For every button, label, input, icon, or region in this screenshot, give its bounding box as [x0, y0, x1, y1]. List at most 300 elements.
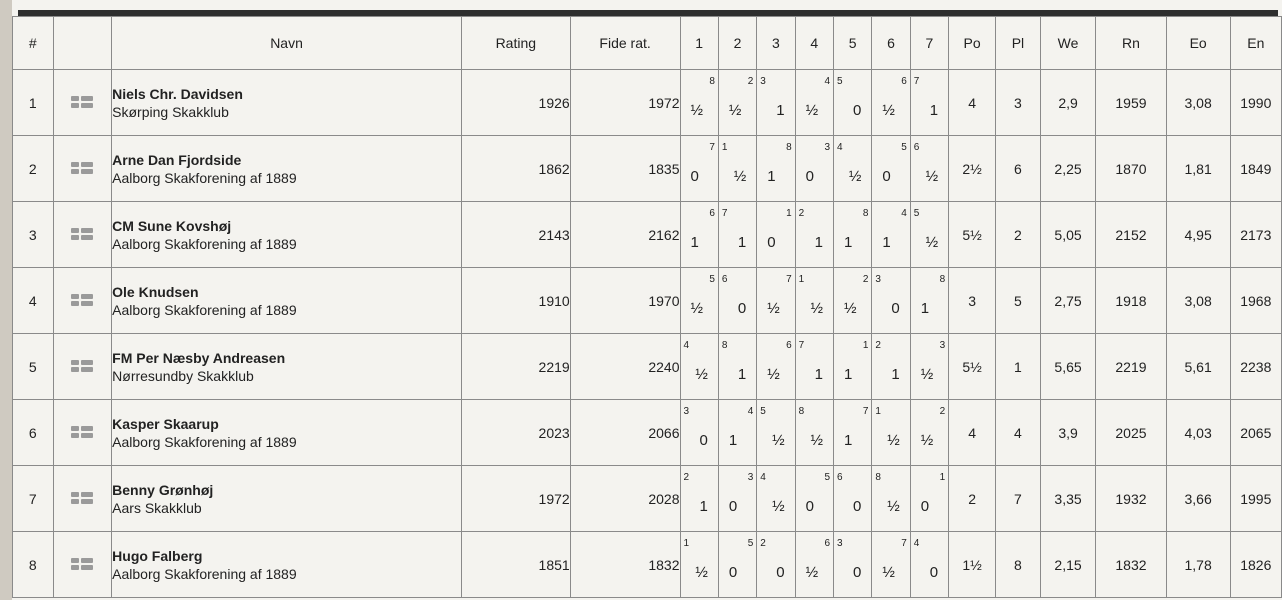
opponent-number: 8: [721, 340, 728, 351]
flag-icon: [71, 162, 93, 174]
player-name: Benny Grønhøj: [112, 481, 214, 498]
game-cell-round-4: [795, 70, 833, 136]
game-cell-round-6: [872, 466, 910, 532]
game-cell-round-6: [872, 334, 910, 400]
player-eo: 1,81: [1166, 136, 1230, 202]
flag-icon: [71, 492, 93, 504]
player-we: 2,75: [1040, 268, 1095, 334]
player-eo: 1,78: [1166, 532, 1230, 598]
player-we: 2,9: [1040, 70, 1095, 136]
page-edge: [0, 0, 12, 600]
table-row: [13, 268, 1282, 334]
game-result: 1: [844, 366, 853, 383]
game-result: 1: [814, 366, 824, 383]
player-name-cell: [112, 532, 462, 598]
table-row: [13, 70, 1282, 136]
player-name: Arne Dan Fjordside: [112, 151, 242, 168]
player-rating: 2219: [461, 334, 570, 400]
flag-icon: [71, 294, 93, 306]
player-fide-rating: 1972: [570, 70, 680, 136]
game-cell-round-2: [718, 70, 756, 136]
game-cell-round-2: [718, 202, 756, 268]
game-result: ½: [695, 366, 708, 383]
game-cell-round-4: [795, 268, 833, 334]
game-cell-round-5: [834, 70, 872, 136]
player-club: Aars Skakklub: [112, 499, 202, 516]
game-result: 1: [814, 234, 824, 251]
player-en: 2065: [1230, 400, 1281, 466]
game-cell-round-5: [834, 532, 872, 598]
flag-cell: [53, 532, 112, 598]
game-cell-round-3: [757, 136, 795, 202]
game-cell-round-1: [680, 70, 718, 136]
game-result: 0: [728, 498, 738, 515]
flag-icon: [71, 426, 93, 438]
opponent-number: 5: [913, 208, 920, 219]
flag-icon: [71, 360, 93, 372]
opponent-number: 7: [798, 340, 805, 351]
opponent-number: 8: [862, 208, 869, 219]
table-row: [13, 334, 1282, 400]
game-result: 1: [844, 432, 853, 449]
game-result: ½: [690, 300, 704, 317]
header-en: En: [1230, 17, 1281, 70]
opponent-number: 8: [709, 76, 715, 87]
player-points: 3: [949, 268, 996, 334]
player-place: 3: [996, 70, 1041, 136]
game-cell-round-4: [795, 136, 833, 202]
game-result: ½: [772, 432, 785, 449]
game-result: 0: [891, 300, 900, 317]
opponent-number: 1: [786, 208, 792, 219]
game-cell-round-1: [680, 466, 718, 532]
player-we: 5,65: [1040, 334, 1095, 400]
player-number: 3: [13, 202, 54, 268]
flag-cell: [53, 334, 112, 400]
player-eo: 3,08: [1166, 70, 1230, 136]
opponent-number: 3: [875, 274, 881, 285]
player-name: FM Per Næsby Andreasen: [112, 349, 286, 366]
player-name: Kasper Skaarup: [112, 415, 219, 432]
game-result: ½: [925, 168, 939, 185]
player-en: 1968: [1230, 268, 1281, 334]
player-name-cell: [112, 70, 462, 136]
game-result: 1: [776, 102, 785, 119]
player-we: 2,25: [1040, 136, 1095, 202]
game-result: 0: [853, 564, 862, 581]
game-cell-round-6: [872, 268, 910, 334]
player-club: Skørping Skakklub: [112, 103, 229, 120]
opponent-number: 6: [913, 142, 920, 153]
game-result: 1: [699, 498, 708, 515]
opponent-number: 4: [683, 340, 690, 351]
player-rn: 2219: [1096, 334, 1166, 400]
opponent-number: 7: [901, 538, 907, 549]
player-club: Aalborg Skakforening af 1889: [112, 169, 297, 186]
opponent-number: 1: [683, 538, 690, 549]
game-result: 0: [882, 168, 891, 185]
player-name-cell: [112, 136, 462, 202]
player-club: Nørresundby Skakklub: [112, 367, 254, 384]
opponent-number: 1: [721, 142, 728, 153]
game-result: 0: [728, 564, 738, 581]
player-name-cell: [112, 334, 462, 400]
player-rn: 1918: [1096, 268, 1166, 334]
player-place: 4: [996, 400, 1041, 466]
player-points: 2: [949, 466, 996, 532]
header-fide: Fide rat.: [570, 17, 680, 70]
player-name: Ole Knudsen: [112, 283, 199, 300]
header-name: Navn: [112, 17, 462, 70]
game-result: ½: [882, 564, 895, 581]
player-place: 1: [996, 334, 1041, 400]
game-cell-round-3: [757, 400, 795, 466]
opponent-number: 2: [798, 208, 805, 219]
game-result: ½: [733, 168, 747, 185]
opponent-number: 6: [824, 538, 831, 549]
table-row: [13, 136, 1282, 202]
player-name: CM Sune Kovshøj: [112, 217, 232, 234]
game-cell-round-1: [680, 400, 718, 466]
game-result: 1: [929, 102, 939, 119]
game-cell-round-3: [757, 334, 795, 400]
opponent-number: 6: [837, 472, 843, 483]
crosstable: [12, 16, 1282, 598]
game-cell-round-2: [718, 268, 756, 334]
game-cell-round-2: [718, 532, 756, 598]
player-fide-rating: 1832: [570, 532, 680, 598]
flag-cell: [53, 70, 112, 136]
game-cell-round-4: [795, 334, 833, 400]
opponent-number: 2: [683, 472, 690, 483]
opponent-number: 7: [913, 76, 920, 87]
game-result: ½: [772, 498, 785, 515]
opponent-number: 3: [760, 76, 766, 87]
game-cell-round-7: [910, 334, 948, 400]
opponent-number: 7: [786, 274, 792, 285]
player-name-cell: [112, 400, 462, 466]
flag-cell: [53, 268, 112, 334]
game-result: 0: [920, 498, 930, 515]
player-points: 4: [949, 70, 996, 136]
player-place: 6: [996, 136, 1041, 202]
game-result: ½: [695, 564, 708, 581]
player-we: 2,15: [1040, 532, 1095, 598]
opponent-number: 2: [875, 340, 881, 351]
game-cell-round-3: [757, 202, 795, 268]
player-points: 5½: [949, 202, 996, 268]
game-result: 0: [805, 168, 814, 185]
player-number: 2: [13, 136, 54, 202]
game-cell-round-7: [910, 70, 948, 136]
header-round-6: 6: [872, 17, 910, 70]
player-rating: 1972: [461, 466, 570, 532]
opponent-number: 7: [721, 208, 728, 219]
player-number: 5: [13, 334, 54, 400]
game-cell-round-7: [910, 532, 948, 598]
player-fide-rating: 1970: [570, 268, 680, 334]
game-result: 1: [891, 366, 900, 383]
opponent-number: 4: [913, 538, 920, 549]
player-en: 2238: [1230, 334, 1281, 400]
player-number: 6: [13, 400, 54, 466]
player-club: Aalborg Skakforening af 1889: [112, 565, 297, 582]
player-points: 1½: [949, 532, 996, 598]
player-number: 1: [13, 70, 54, 136]
game-cell-round-4: [795, 202, 833, 268]
player-place: 2: [996, 202, 1041, 268]
header-eo: Eo: [1166, 17, 1230, 70]
player-eo: 4,95: [1166, 202, 1230, 268]
player-fide-rating: 2162: [570, 202, 680, 268]
game-cell-round-2: [718, 400, 756, 466]
player-rn: 2152: [1096, 202, 1166, 268]
game-cell-round-2: [718, 466, 756, 532]
game-result: ½: [767, 300, 780, 317]
player-rating: 2023: [461, 400, 570, 466]
game-cell-round-3: [757, 70, 795, 136]
header-rating: Rating: [461, 17, 570, 70]
game-result: ½: [920, 366, 934, 383]
flag-cell: [53, 202, 112, 268]
game-cell-round-1: [680, 136, 718, 202]
player-fide-rating: 2028: [570, 466, 680, 532]
game-cell-round-5: [834, 136, 872, 202]
opponent-number: 8: [875, 472, 881, 483]
flag-icon: [71, 558, 93, 570]
game-cell-round-3: [757, 532, 795, 598]
player-eo: 3,66: [1166, 466, 1230, 532]
game-result: 1: [690, 234, 699, 251]
header-round-3: 3: [757, 17, 795, 70]
game-cell-round-3: [757, 466, 795, 532]
game-cell-round-1: [680, 202, 718, 268]
flag-cell: [53, 136, 112, 202]
game-cell-round-4: [795, 466, 833, 532]
game-result: 0: [853, 102, 862, 119]
opponent-number: 1: [798, 274, 805, 285]
player-eo: 5,61: [1166, 334, 1230, 400]
game-result: ½: [844, 300, 857, 317]
game-cell-round-6: [872, 532, 910, 598]
opponent-number: 5: [709, 274, 715, 285]
opponent-number: 4: [837, 142, 843, 153]
opponent-number: 4: [747, 406, 754, 417]
player-en: 1995: [1230, 466, 1281, 532]
game-cell-round-5: [834, 268, 872, 334]
opponent-number: 7: [862, 406, 869, 417]
opponent-number: 7: [709, 142, 715, 153]
game-result: 0: [776, 564, 785, 581]
game-result: ½: [690, 102, 704, 119]
opponent-number: 1: [939, 472, 946, 483]
header-row: [13, 17, 1282, 70]
player-rn: 1932: [1096, 466, 1166, 532]
opponent-number: 8: [798, 406, 805, 417]
table-row: [13, 466, 1282, 532]
game-cell-round-3: [757, 268, 795, 334]
player-fide-rating: 1835: [570, 136, 680, 202]
game-cell-round-2: [718, 136, 756, 202]
game-result: 1: [844, 234, 853, 251]
player-place: 7: [996, 466, 1041, 532]
header-round-5: 5: [834, 17, 872, 70]
game-cell-round-4: [795, 400, 833, 466]
player-rn: 1959: [1096, 70, 1166, 136]
flag-cell: [53, 466, 112, 532]
game-result: ½: [805, 564, 819, 581]
header-round-4: 4: [795, 17, 833, 70]
game-result: ½: [810, 300, 824, 317]
opponent-number: 5: [837, 76, 843, 87]
opponent-number: 4: [824, 76, 831, 87]
opponent-number: 1: [862, 340, 869, 351]
player-fide-rating: 2240: [570, 334, 680, 400]
header-flag: [53, 17, 112, 70]
player-we: 3,9: [1040, 400, 1095, 466]
opponent-number: 2: [760, 538, 766, 549]
game-result: ½: [920, 432, 934, 449]
player-en: 1849: [1230, 136, 1281, 202]
player-fide-rating: 2066: [570, 400, 680, 466]
game-cell-round-1: [680, 334, 718, 400]
opponent-number: 4: [760, 472, 766, 483]
flag-cell: [53, 400, 112, 466]
game-cell-round-7: [910, 136, 948, 202]
opponent-number: 8: [939, 274, 946, 285]
game-cell-round-6: [872, 70, 910, 136]
header-we: We: [1040, 17, 1095, 70]
table-row: [13, 532, 1282, 598]
player-number: 8: [13, 532, 54, 598]
header-rn: Rn: [1096, 17, 1166, 70]
player-rating: 2143: [461, 202, 570, 268]
player-rn: 1870: [1096, 136, 1166, 202]
game-result: ½: [848, 168, 862, 185]
game-cell-round-6: [872, 400, 910, 466]
game-cell-round-6: [872, 136, 910, 202]
player-en: 1826: [1230, 532, 1281, 598]
player-number: 7: [13, 466, 54, 532]
game-result: ½: [810, 432, 824, 449]
game-cell-round-5: [834, 202, 872, 268]
player-eo: 4,03: [1166, 400, 1230, 466]
opponent-number: 5: [901, 142, 907, 153]
game-cell-round-1: [680, 532, 718, 598]
player-name-cell: [112, 268, 462, 334]
player-we: 3,35: [1040, 466, 1095, 532]
opponent-number: 6: [901, 76, 907, 87]
game-result: 1: [920, 300, 930, 317]
player-name-cell: [112, 202, 462, 268]
player-en: 2173: [1230, 202, 1281, 268]
game-result: 1: [737, 366, 747, 383]
player-name: Hugo Falberg: [112, 547, 203, 564]
player-points: 4: [949, 400, 996, 466]
opponent-number: 3: [683, 406, 690, 417]
player-points: 5½: [949, 334, 996, 400]
player-rating: 1851: [461, 532, 570, 598]
game-result: 1: [882, 234, 891, 251]
table-row: [13, 400, 1282, 466]
opponent-number: 5: [824, 472, 831, 483]
table-row: [13, 202, 1282, 268]
game-result: 0: [805, 498, 814, 515]
flag-icon: [71, 228, 93, 240]
opponent-number: 2: [939, 406, 946, 417]
player-eo: 3,08: [1166, 268, 1230, 334]
opponent-number: 5: [747, 538, 754, 549]
game-result: ½: [728, 102, 742, 119]
player-club: Aalborg Skakforening af 1889: [112, 235, 297, 252]
header-round-1: 1: [680, 17, 718, 70]
header-num: #: [13, 17, 54, 70]
game-result: 0: [853, 498, 862, 515]
player-rating: 1862: [461, 136, 570, 202]
game-result: 0: [690, 168, 699, 185]
game-result: 0: [767, 234, 776, 251]
player-points: 2½: [949, 136, 996, 202]
opponent-number: 6: [709, 208, 715, 219]
player-club: Aalborg Skakforening af 1889: [112, 433, 297, 450]
player-en: 1990: [1230, 70, 1281, 136]
player-rn: 1832: [1096, 532, 1166, 598]
game-result: ½: [882, 102, 895, 119]
opponent-number: 6: [721, 274, 728, 285]
game-result: ½: [767, 366, 780, 383]
game-cell-round-4: [795, 532, 833, 598]
player-place: 8: [996, 532, 1041, 598]
player-we: 5,05: [1040, 202, 1095, 268]
flag-icon: [71, 96, 93, 108]
player-rating: 1926: [461, 70, 570, 136]
game-cell-round-7: [910, 400, 948, 466]
game-cell-round-6: [872, 202, 910, 268]
game-cell-round-7: [910, 466, 948, 532]
opponent-number: 4: [901, 208, 907, 219]
player-number: 4: [13, 268, 54, 334]
game-result: 1: [767, 168, 776, 185]
player-rating: 1910: [461, 268, 570, 334]
header-round-2: 2: [718, 17, 756, 70]
game-result: 0: [929, 564, 939, 581]
player-place: 5: [996, 268, 1041, 334]
opponent-number: 2: [747, 76, 754, 87]
game-result: ½: [925, 234, 939, 251]
game-cell-round-7: [910, 268, 948, 334]
opponent-number: 3: [824, 142, 831, 153]
game-result: 0: [699, 432, 708, 449]
player-name-cell: [112, 466, 462, 532]
game-cell-round-5: [834, 334, 872, 400]
game-cell-round-1: [680, 268, 718, 334]
game-cell-round-5: [834, 466, 872, 532]
game-result: ½: [805, 102, 819, 119]
header-pl: Pl: [996, 17, 1041, 70]
opponent-number: 2: [862, 274, 869, 285]
game-result: ½: [887, 498, 900, 515]
game-cell-round-5: [834, 400, 872, 466]
header-po: Po: [949, 17, 996, 70]
opponent-number: 3: [747, 472, 754, 483]
game-cell-round-7: [910, 202, 948, 268]
opponent-number: 3: [837, 538, 843, 549]
opponent-number: 8: [786, 142, 792, 153]
game-result: ½: [887, 432, 900, 449]
game-result: 1: [728, 432, 738, 449]
opponent-number: 3: [939, 340, 946, 351]
player-club: Aalborg Skakforening af 1889: [112, 301, 297, 318]
